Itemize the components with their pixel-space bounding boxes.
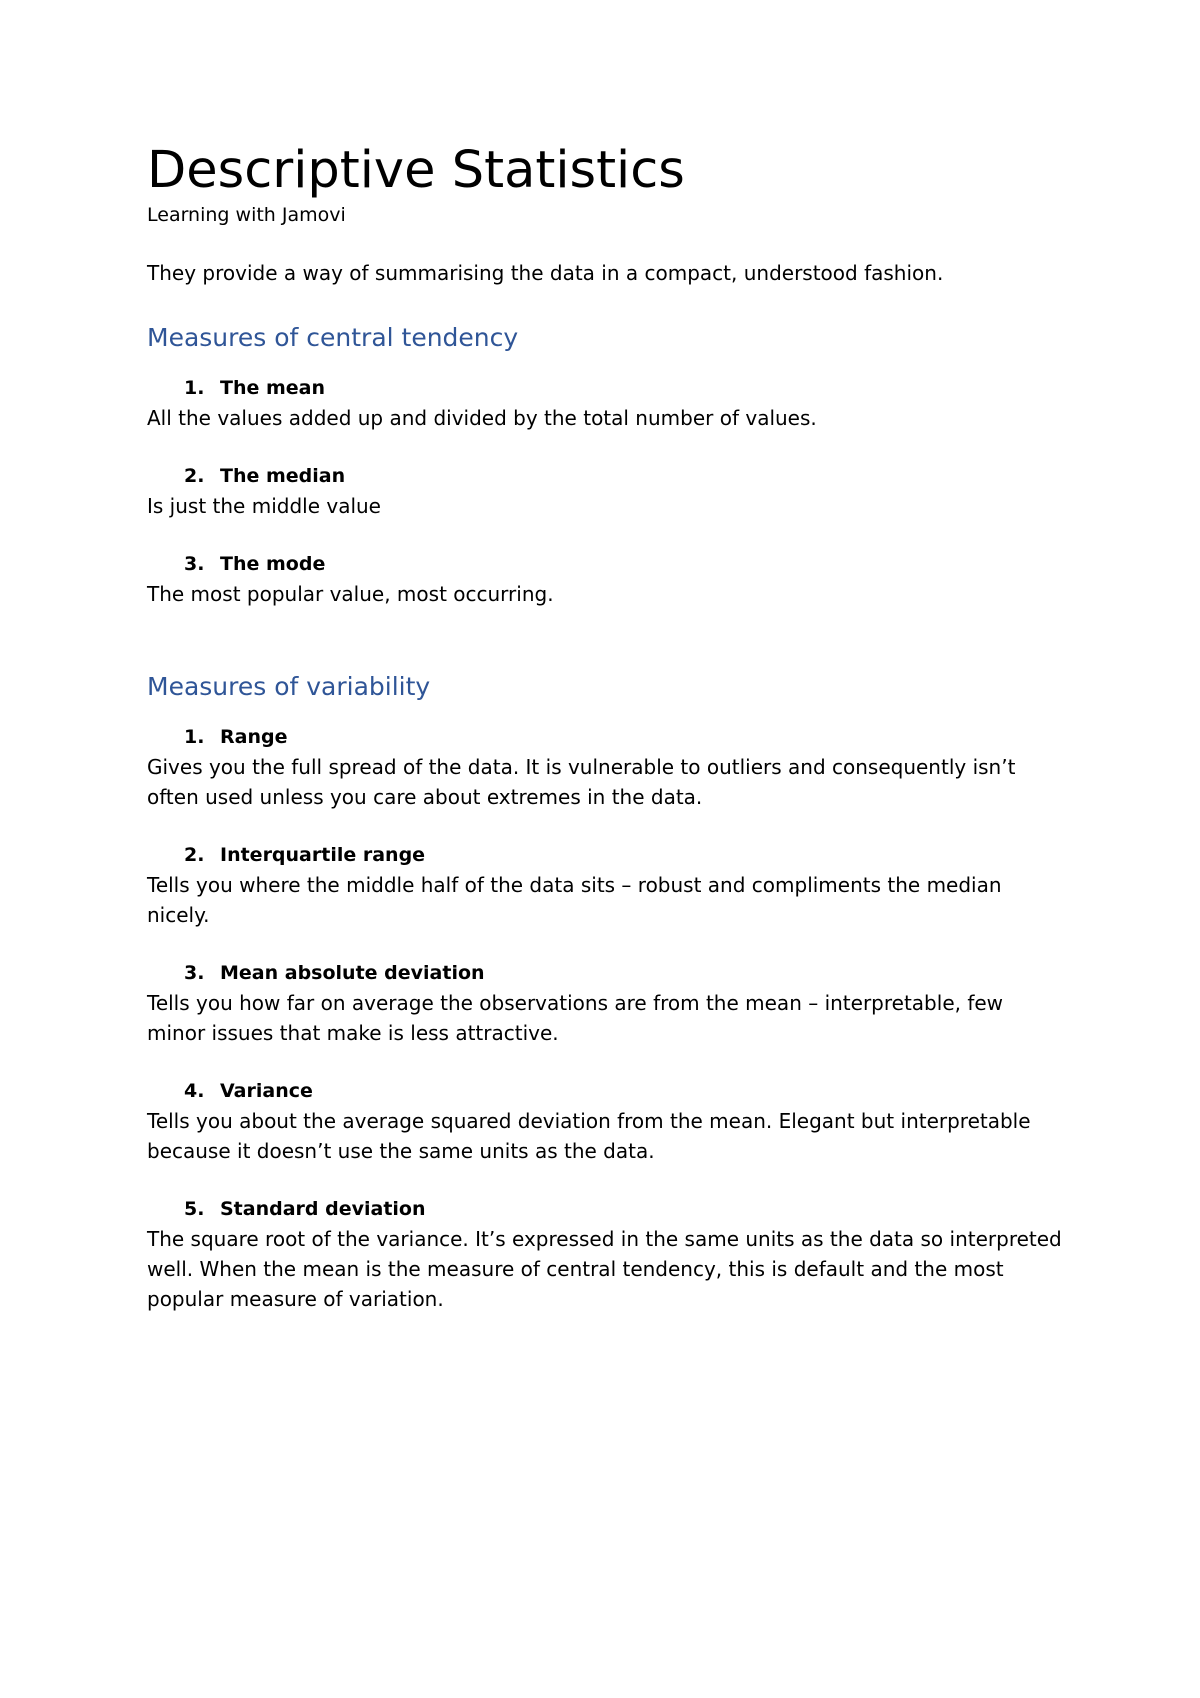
item-description: Gives you the full spread of the data. It is vulnerable to outliers and consequently isn’t often used unless you care about extremes in the data. — [147, 755, 1016, 809]
item-title-row — [147, 959, 1067, 988]
item-title: The mean — [220, 377, 326, 399]
item-number: 3. — [184, 553, 205, 575]
list-item — [147, 1195, 1067, 1314]
item-title-row — [147, 841, 1067, 870]
item-description: Tells you how far on average the observations are from the mean – interpretable, few minor issues that make is less attractive. — [147, 991, 1004, 1045]
item-description: Tells you where the middle half of the data sits – robust and compliments the median nicely. — [147, 873, 1002, 927]
item-description: All the values added up and divided by the total number of values. — [147, 406, 817, 430]
list-item — [147, 462, 1067, 521]
item-title: Variance — [220, 1080, 313, 1102]
list-item — [147, 841, 1067, 930]
item-description: Is just the middle value — [147, 494, 381, 518]
item-title-row — [147, 374, 1067, 403]
list-item — [147, 723, 1067, 812]
item-description: The square root of the variance. It’s expressed in the same units as the data so interpreted well. When the mean is the measure of central tendency, this is default and the most popular measure of variation. — [147, 1227, 1062, 1311]
item-title: Mean absolute deviation — [220, 962, 485, 984]
list-item — [147, 959, 1067, 1048]
list-item — [147, 374, 1067, 433]
item-title-row — [147, 723, 1067, 752]
item-title: The mode — [220, 553, 326, 575]
page-subtitle: Learning with Jamovi — [147, 204, 346, 226]
item-number: 2. — [184, 465, 205, 487]
item-number: 5. — [184, 1198, 205, 1220]
item-number: 1. — [184, 726, 205, 748]
item-title-row — [147, 1195, 1067, 1224]
section-heading-central-tendency: Measures of central tendency — [147, 323, 519, 352]
item-number: 1. — [184, 377, 205, 399]
variability-list — [147, 723, 1067, 1314]
item-title-row — [147, 1077, 1067, 1106]
item-number: 3. — [184, 962, 205, 984]
item-title-row — [147, 550, 1067, 579]
item-title: The median — [220, 465, 346, 487]
list-item — [147, 550, 1067, 609]
section-heading-variability: Measures of variability — [147, 672, 431, 701]
item-description: The most popular value, most occurring. — [147, 582, 554, 606]
list-item — [147, 1077, 1067, 1166]
item-title: Standard deviation — [220, 1198, 426, 1220]
item-title: Interquartile range — [220, 844, 426, 866]
intro-paragraph: They provide a way of summarising the data in a compact, understood fashion. — [147, 261, 944, 285]
document-content — [147, 140, 1067, 1343]
item-number: 2. — [184, 844, 205, 866]
item-number: 4. — [184, 1080, 205, 1102]
item-title: Range — [220, 726, 288, 748]
page-title: Descriptive Statistics — [147, 141, 685, 200]
item-description: Tells you about the average squared deviation from the mean. Elegant but interpretable because it doesn’t use the same units as the data. — [147, 1109, 1031, 1163]
central-tendency-list — [147, 374, 1067, 609]
item-title-row — [147, 462, 1067, 491]
